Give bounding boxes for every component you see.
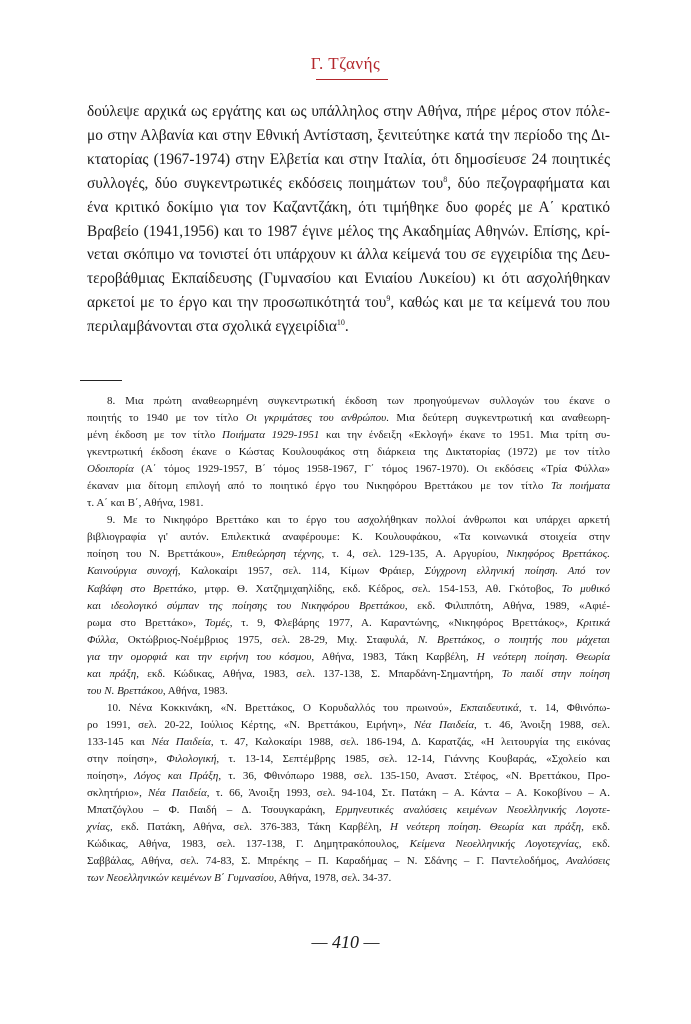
body-line bbox=[87, 315, 610, 339]
footnote-text: . Μια δεύτερη συγκεντρωτική και αναθεωρη- bbox=[386, 412, 611, 425]
footnote-line bbox=[87, 615, 610, 632]
footnote-line bbox=[87, 598, 610, 615]
footnote-title: Η νεότερη ποίηση. Θεωρία και πράξη bbox=[390, 821, 582, 834]
footnote-line bbox=[87, 478, 610, 495]
footnote-title: Η νεότερη ποίηση. Θεωρία bbox=[476, 650, 610, 663]
body-text-segment: . bbox=[344, 318, 349, 336]
footnote-text: , μτφρ. Θ. Χατζημιχαηλίδης, εκδ. Κέδρος, σελ. 154-153, Αθ. Γκότοβος, bbox=[193, 582, 562, 595]
footnote-line bbox=[87, 700, 610, 717]
footnote-line bbox=[87, 546, 610, 563]
footnotes bbox=[87, 393, 610, 887]
footnote-title: Νέα Παιδεία bbox=[413, 718, 475, 731]
body-text-segment: περιλαμβάνονται στα σχολικά εγχειρίδια bbox=[87, 318, 337, 336]
footnote-line bbox=[87, 461, 610, 478]
footnote-text: , τ. 36, Φθινόπωρο 1988, σελ. 135-150, Αναστ. Στέφος, «Ν. Βρεττάκου, Προ- bbox=[218, 770, 611, 783]
footnote-line bbox=[87, 751, 610, 768]
footnote-text: (Α΄ τόμος 1929-1957, Β΄ τόμος 1958-1967, Γ΄ τόμος 1967-1970). Οι εκδόσεις «Τρία Φύλλα» bbox=[133, 463, 610, 476]
footnote-title: Επιθεώρηση τέχνης bbox=[231, 548, 322, 561]
footnote-line bbox=[87, 768, 610, 785]
footnote-text: , εκδ. bbox=[578, 838, 611, 851]
page-number: — 410 — bbox=[311, 932, 380, 952]
footnote-text: , τ. 9, Φλεβάρης 1977, Α. Καραντώνης, «Νικηφόρος Βρεττάκος», bbox=[229, 616, 577, 629]
footnote-text: , Καλοκαίρι 1957, σελ. 114, Κίμων Φράιερ, bbox=[177, 565, 425, 578]
footnote-title: Λόγος και Πράξη bbox=[134, 770, 219, 783]
footnote-line bbox=[87, 853, 610, 870]
footnote-title: Ερμηνευτικές αναλύσεις κειμένων Νεοελληνικής Λογοτε- bbox=[335, 804, 610, 817]
body-line: τεροβάθμιας Εκπαίδευσης (Γυμνασίου και Ενιαίου Λυκείου) κι ότι ασχολήθηκαν bbox=[87, 270, 610, 288]
footnote-line bbox=[87, 683, 610, 700]
footnote-title: Οδοιπορία bbox=[87, 463, 134, 476]
body-text-segment: συλλογές, δύο συγκεντρωτικές εκδόσεις ποιημάτων του bbox=[87, 174, 444, 192]
footnote-line bbox=[87, 870, 610, 887]
body-line: Βραβείο (1941,1956) και το 1987 έγινε μέλος της Ακαδημίας Αθηνών. Επίσης, κρί- bbox=[87, 222, 610, 240]
footnote-text: Κώδικας, Αθήνα, 1983, σελ. 137-138, Γ. Δημητρακόπουλος, bbox=[87, 838, 410, 851]
footnote-title: των Νεοελληνικών κειμένων Β΄ Γυμνασίου bbox=[87, 872, 274, 885]
footnote-title: του Ν. Βρεττάκου bbox=[87, 684, 163, 697]
body-text-segment: , καθώς και με τα κείμενά του που bbox=[390, 294, 610, 312]
footnote-title: Τα ποιήματα bbox=[550, 480, 610, 493]
footnote-separator bbox=[80, 380, 122, 381]
body-line: ένα κριτικό δοκίμιο για τον Καζαντζάκη, ότι τιμήθηκε δυο φορές με Α΄ κρατικό bbox=[87, 198, 610, 216]
footnote-line bbox=[87, 632, 610, 649]
footnote-text: , τ. 46, Άνοιξη 1988, σελ. bbox=[474, 718, 610, 731]
footnote-text: , τ. 4, σελ. 129-135, Α. Αργυρίου, bbox=[321, 548, 507, 561]
footnote-line bbox=[87, 717, 610, 734]
footnote-text: 133-145 και bbox=[87, 735, 152, 748]
footnote-title: Καινούργια συνοχή bbox=[87, 565, 178, 578]
footnote-text: και την ένδειξη «Εκλογή» έκανε το 1951. Μια τρίτη συ- bbox=[319, 429, 610, 442]
footnote-text: σκλητήριο», bbox=[87, 787, 149, 800]
footnote-line bbox=[87, 563, 610, 580]
footnote-title: Ν. Βρεττάκος, ο ποιητής που μάχεται bbox=[417, 633, 610, 646]
footnote-text: 10. Νένα Κοκκινάκη, «Ν. Βρεττάκος, Ο Κορυδαλλός του πρωινού», bbox=[107, 701, 460, 714]
footnote-text: ρο 1991, σελ. 20-22, Ιούλιος Κέρτης, «Ν. Βρεττάκου, Ειρήνη», bbox=[87, 718, 414, 731]
footnote-title: για την ομορφιά και την ειρήνη του κόσμου bbox=[87, 650, 312, 663]
footnote-title: Αναλύσεις bbox=[566, 855, 610, 868]
footnote-ref-9[interactable]: 9 bbox=[386, 294, 391, 304]
footnote-title: χνίας bbox=[87, 821, 111, 834]
footnote-title: Νικηφόρος Βρεττάκος. bbox=[506, 548, 610, 561]
footnote-title: Εκπαιδευτικά bbox=[459, 701, 519, 714]
footnote-text: στην ποίηση», bbox=[87, 752, 167, 765]
body-text-segment: αρκετοί με το έργο και την προσωπικότητά του bbox=[87, 294, 387, 312]
footnote-text: ποίηση», bbox=[87, 770, 134, 783]
body-line: δούλεψε αρχικά ως εργάτης και ως υπάλληλος στην Αθήνα, πήρε μέρος στον πόλε- bbox=[87, 103, 610, 120]
footnote-text: , τ. 14, Φθινόπω- bbox=[518, 701, 610, 714]
footnote-text: , τ. 47, Καλοκαίρι 1988, σελ. 186-194, Δ. Καρατζάς, «Η λειτουργία της εικόνας bbox=[210, 735, 610, 748]
body-line bbox=[87, 172, 610, 196]
footnote-title: Νέα Παιδεία bbox=[148, 787, 207, 800]
footnote-title: Το παιδί στην ποίηση bbox=[501, 667, 610, 680]
footnote-text: , εκδ. Πατάκη, Αθήνα, σελ. 376-383, Τάκη Καρβέλη, bbox=[110, 821, 391, 834]
footnote-text: , Οκτώβριος-Νοέμβριος 1975, σελ. 28-29, Μιχ. Σταφυλά, bbox=[115, 633, 418, 646]
body-line: μο στην Αλβανία και στην Εθνική Αντίσταση, ξενιτεύτηκε κατά την περίοδο της Δι- bbox=[87, 126, 610, 144]
footnote-text: , Αθήνα, 1983. bbox=[162, 684, 228, 697]
footnote-text: ποιητής το 1940 με τον τίτλο bbox=[87, 412, 246, 425]
footnote-line: 9. Με το Νικηφόρο Βρεττάκο και το έργο του ασχολήθηκαν πολλοί άνθρωποι και υπάρχει αρκετή bbox=[107, 514, 610, 527]
footnote-line: βιβλιογραφία γι' αυτόν. Επιλεκτικά αναφέρουμε: Κ. Κουλουφάκου, «Τα κοινωνικά στοιχεία στην bbox=[87, 531, 610, 544]
body-line: νεται σκόπιμο να τονιστεί ότι υπάρχουν κι άλλα κείμενά του σε εγχειρίδια της Δευ- bbox=[87, 246, 610, 264]
footnote-title: Τομές bbox=[204, 616, 230, 629]
footnote-line bbox=[87, 666, 610, 683]
footnote-line bbox=[87, 427, 610, 444]
footnote-ref-10[interactable]: 10 bbox=[336, 318, 345, 328]
footnote-title: Κριτικά bbox=[576, 616, 611, 629]
footnote-title: Οι γκριμάτσες του ανθρώπου bbox=[245, 412, 387, 425]
footnote-line bbox=[87, 734, 610, 751]
footnote-line bbox=[87, 819, 610, 836]
footnote-title: Νέα Παιδεία bbox=[151, 735, 211, 748]
main-paragraph bbox=[87, 100, 610, 339]
footnote-line: τ. Α΄ και Β΄, Αθήνα, 1981. bbox=[87, 497, 204, 510]
footnote-text: ποίηση του Ν. Βρεττάκου», bbox=[87, 548, 232, 561]
body-line bbox=[87, 291, 610, 315]
footnote-text: ρωμα στο Βρεττάκο», bbox=[87, 616, 205, 629]
header-underline bbox=[316, 79, 388, 80]
footnote-title: Ποιήματα 1929-1951 bbox=[222, 429, 320, 442]
footnote-line bbox=[87, 802, 610, 819]
footnote-title: Κείμενα Νεοελληνικής Λογοτεχνίας bbox=[409, 838, 579, 851]
footnote-line bbox=[87, 649, 610, 666]
footnote-title: Σύγχρονη ελληνική ποίηση. Από τον bbox=[424, 565, 610, 578]
footnote-title: Φύλλα bbox=[87, 633, 116, 646]
footnote-9 bbox=[87, 512, 610, 700]
footnote-text: Μπατζόγλου – Φ. Παιδή – Δ. Τσουγκαράκη, bbox=[87, 804, 336, 817]
footnote-title: Καβάφη στο Βρεττάκο bbox=[87, 582, 194, 595]
footnote-text: μένη έκδοση με τον τίτλο bbox=[87, 429, 223, 442]
running-header: Γ. Τζανής bbox=[310, 54, 381, 73]
footnote-text: , Αθήνα, 1983, Τάκη Καρβέλη, bbox=[311, 650, 477, 663]
footnote-text: , Αθήνα, 1978, σελ. 34-37. bbox=[273, 872, 392, 885]
footnote-text: Σαββάλας, Αθήνα, σελ. 74-83, Σ. Μπρέκης – Π. Καραδήμας – Ν. Σδάνης – Γ. Παντελοδήμος, bbox=[87, 855, 567, 868]
footnote-line: γκεντρωτική έκδοση έκανε ο Κώστας Κουλουφάκος στη διάρκεια της Δικτατορίας (1972) με τον τίτλο bbox=[87, 446, 610, 459]
footnote-text: , τ. 66, Άνοιξη 1993, σελ. 94-104, Στ. Πατάκη – Α. Κάντα – Α. Κοκοβίνου – Α. bbox=[206, 787, 611, 800]
body-text-segment: , δύο πεζογραφήματα και bbox=[447, 174, 610, 192]
footnote-title: Φιλολογική bbox=[166, 752, 217, 765]
footnote-title: και πράξη bbox=[87, 667, 137, 680]
footnote-text: , εκδ. Κώδικας, Αθήνα, 1983, σελ. 137-138, Σ. Μπαρδάνη-Σημαντήρη, bbox=[136, 667, 502, 680]
footnote-text: , εκδ. Φιλιππότη, Αθήνα, 1989, «Αφιέ- bbox=[404, 599, 610, 612]
footnote-line bbox=[87, 581, 610, 598]
body-line: κτατορίας (1967-1974) στην Ελβετία και στην Ιταλία, ότι δημοσίευσε 24 ποιητικές bbox=[87, 150, 610, 168]
footnote-line bbox=[87, 410, 610, 427]
footnote-text: έκαναν μια δίτομη επιλογή από το ποιητικό έργο του Νικηφόρου Βρεττάκου με τον τίτλο bbox=[87, 480, 551, 493]
footnote-line bbox=[87, 836, 610, 853]
footnote-line: 8. Μια πρώτη αναθεωρημένη συγκεντρωτική έκδοση των προηγούμενων συλλογών του έκανε ο bbox=[107, 395, 610, 407]
footnote-title: και ιδεολογικό σύμπαν της ποίησης του Νικηφόρου Βρεττάκου bbox=[87, 599, 405, 612]
footnote-title: Το μυθικό bbox=[561, 582, 610, 595]
footnote-line bbox=[87, 785, 610, 802]
footnote-ref-8[interactable]: 8 bbox=[443, 174, 448, 184]
footnote-text: , τ. 13-14, Σεπτέμβρης 1985, σελ. 12-14, Γιάννης Κουβαράς, «Σχολείο και bbox=[216, 752, 610, 765]
footnote-8 bbox=[87, 393, 610, 512]
footnote-10 bbox=[87, 700, 610, 888]
footnote-text: , εκδ. bbox=[581, 821, 610, 834]
